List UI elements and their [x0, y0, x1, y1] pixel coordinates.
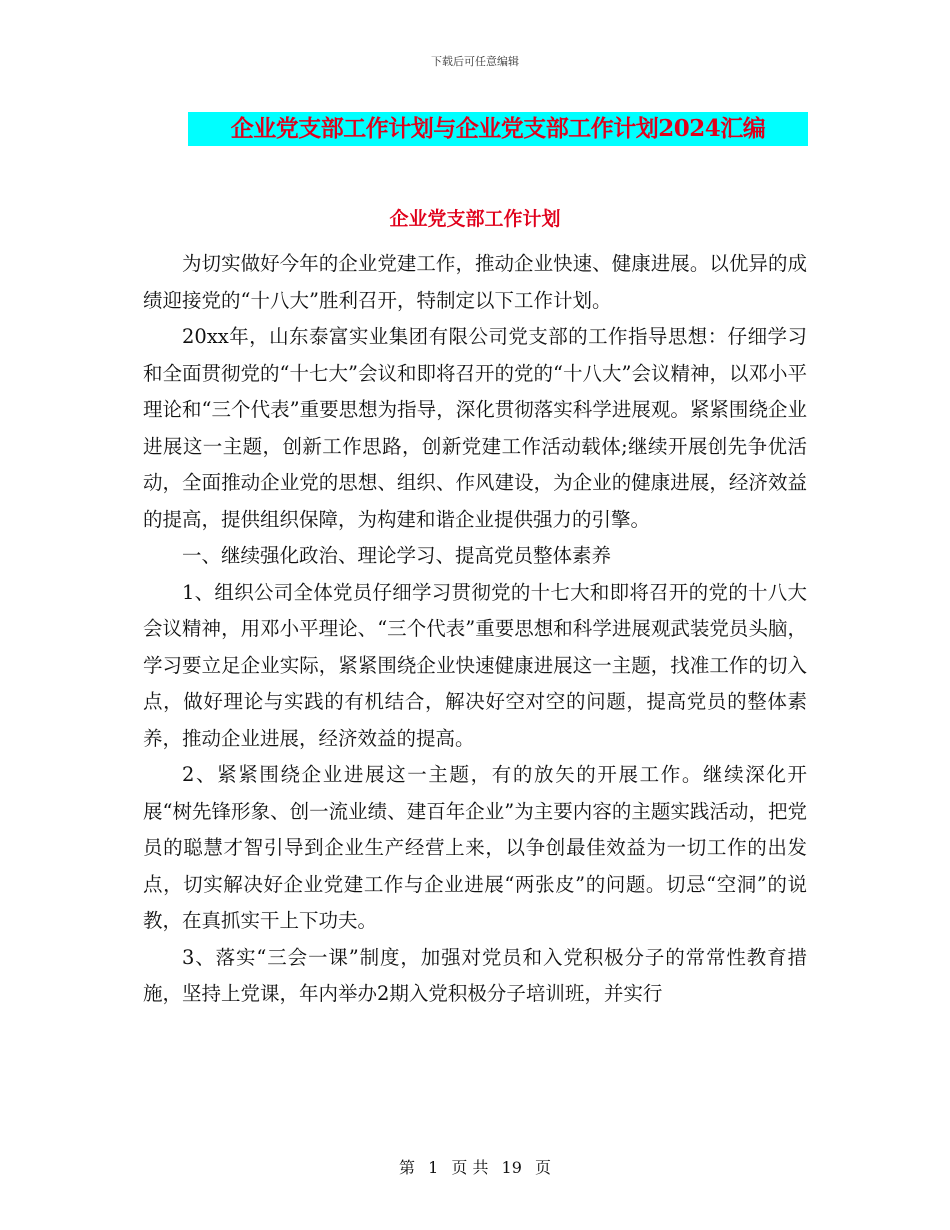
- paragraph: 2、紧紧围绕企业进展这一主题，有的放矢的开展工作。继续深化开展“树先锋形象、创一流业绩、建百年企业”为主要内容的主题实践活动，把党员的聪慧才智引导到企业生产经营上来，以争创最佳效益为一切工作的出发点，切实解决好企业党建工作与企业进展“两张皮”的问题。切忌“空洞”的说教，在真抓实干上下功夫。: [143, 763, 807, 932]
- page-footer: [0, 1155, 950, 1178]
- paragraph: 1、组织公司全体党员仔细学习贯彻党的十七大和即将召开的党的十八大会议精神，用邓小平理论、“三个代表”重要思想和科学进展观武装党员头脑，学习要立足企业实际，紧紧围绕企业快速健康进展这一主题，找准工作的切入点，做好理论与实践的有机结合，解决好空对空的问题，提高党员的整体素养，推动企业进展，经济效益的提高。: [143, 580, 807, 750]
- document-title: 企业党支部工作计划与企业党支部工作计划2024汇编: [188, 112, 808, 146]
- page-label-suffix: 页: [535, 1158, 552, 1177]
- total-pages: 19: [501, 1158, 522, 1177]
- page-label-prefix: 第: [398, 1158, 415, 1177]
- document-body: [143, 246, 807, 1013]
- paragraph: 一、继续强化政治、理论学习、提高党员整体素养: [182, 544, 612, 567]
- paragraph: 3、落实“三会一课”制度，加强对党员和入党积极分子的常常性教育措施，坚持上党课，年内举办2期入党积极分子培训班，并实行: [143, 945, 807, 1005]
- page-label-middle: 页 共: [451, 1158, 489, 1177]
- header-note: 下载后可任意编辑: [431, 55, 519, 68]
- paragraph: 20xx年，山东泰富实业集团有限公司党支部的工作指导思想：仔细学习和全面贯彻党的“十七大”会议和即将召开的党的“十八大”会议精神，以邓小平理论和“三个代表”重要思想为指导，深化贯彻落实科学进展观。紧紧围绕企业进展这一主题，创新工作思路，创新党建工作活动载体;继续开展创先争优活动，全面推动企业党的思想、组织、作风建设，为企业的健康进展，经济效益的提高，提供组织保障，为构建和谐企业提供强力的引擎。: [143, 325, 807, 531]
- page-number: 1: [428, 1158, 439, 1177]
- section-title: 企业党支部工作计划: [389, 208, 561, 230]
- paragraph: 为切实做好今年的企业党建工作，推动企业快速、健康进展。以优异的成绩迎接党的“十八大”胜利召开，特制定以下工作计划。: [143, 252, 807, 312]
